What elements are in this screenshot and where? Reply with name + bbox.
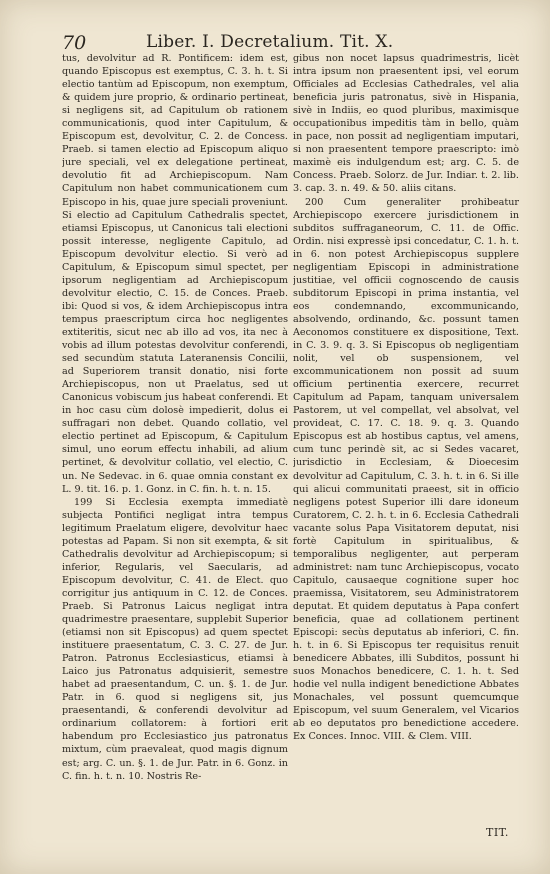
right-column-paragraph-1: gibus non nocet lapsus quadrimestris, licèt intra ipsum non praesentent ipsi, vel eorum Officiales ad Ecclesias Cathedrales, vel alia beneficia juris patronatus, sivè in Hispania, sivè in Indiis, eo quod pluribus, maximisque occupationibus impeditis tàm in bello, quàm in pace, non possit ad negligentiam imputari, si non praesentent tempore praescripto: imò maximè eis indulgendum est; arg. C. 5. de Concess. Praeb. Solorz. de Jur. Indiar. t. 2. lib. 3. cap. 3. n. 49. & 50. aliis citans. — [293, 53, 519, 195]
page-number: 70 — [62, 32, 87, 54]
right-column — [293, 52, 519, 852]
catchword: TIT. — [486, 826, 509, 839]
left-column-paragraph-2: 199 Si Ecclesia exempta immediatè subjecta Pontifici negligat intra tempus legitimum Praelatum eligere, devolvitur haec potestas ad Papam. Si non sit exempta, & sit Cathedralis devolvitur ad Archiepiscopum; si inferior, Regularis, vel Saecularis, ad Episcopum devolvitur, C. 41. de Elect. quo corrigitur jus antiquum in C. 12. de Conces. Praeb. Si Patronus Laicus negligat intra quadrimestre praesentare, supplebit Superior (etiamsi non sit Episcopus) ad quem spectet instituere praesentatum, C. 3. C. 27. de Jur. Patron. Patronus Ecclesiasticus, etiamsi à Laico jus Patronatus adquisierit, semestre habet ad praesentandum, C. un. §. 1. de Jur. Patr. in 6. quod si negligens sit, jus praesentandi, & conferendi devolvitur ad ordinarium collatorem: à fortiori erit habendum pro Ecclesiastico jus patronatus mixtum, cùm praevaleat, quod magis dignum est; arg. C. un. §. 1. de Jur. Patr. in 6. Gonz. in C. fin. h. t. n. 10. Nostris Re- — [62, 496, 288, 782]
right-column-paragraph-2: 200 Cum generaliter prohibeatur Archiepiscopo exercere jurisdictionem in subditos suffraganeorum, C. 11. de Offic. Ordin. nisi expressè ipsi concedatur, C. 1. h. t. in 6. non potest Archiepiscopus supplere negligentiam Episcopi in administratione justitiae, vel officii cognoscendo de causis subditorum Episcopi in prima instantia, vel eos condemnando, excommunicando, absolvendo, ordinando, &c. possunt tamen Aeconomos constituere ex dispositione, Text. in C. 3. 9. q. 3. Si Episcopus ob negligentiam nolit, vel ob suspensionem, vel excommunicationem non possit ad suum officium pertinentia exercere, recurret Capitulum ad Papam, tanquam universalem Pastorem, ut vel compellat, vel absolvat, vel provideat, C. 17. C. 18. 9. q. 3. Quando Episcopus est ab hostibus captus, vel amens, cum tunc perindè sit, ac si Sedes vacaret, jurisdictio in Ecclesiam, & Dioecesim devolvitur ad Capitulum, C. 3. h. t. in 6. Si ille qui alicui communitati praeest, sit in officio negligens potest Superior illi dare idoneum Curatorem, C. 2. h. t. in 6. Ecclesia Cathedrali vacante solus Papa Visitatorem deputat, nisi fortè Capitulum in spiritualibus, & temporalibus negligenter, aut perperam administret: nam tunc Archiepiscopus, vocato Capitulo, causaeque cognitione super hoc praemissa, Visitatorem, seu Administratorem deputat. Et quidem deputatus à Papa confert beneficia, quae ad collationem pertinent Episcopi: secùs deputatus ab inferiori, C. fin. h. t. in 6. Si Episcopus ter requisitus renuit benedicere Abbates, illi Subditos, possunt hi suos Monachos benedicere, C. 1. h. t. Sed hodie vel nulla indigent benedictione Abbates Monachales, vel possunt quemcumque Episcopum, vel suum Generalem, vel Vicarios ab eo deputatos pro benedictione accedere. Ex Conces. Innoc. VIII. & Clem. VIII. — [293, 196, 519, 743]
left-column-paragraph-1: tus, devolvitur ad R. Pontificem: idem est, quando Episcopus est exemptus, C. 3. h. t. Si electio tantùm ad Episcopum, non exemptum, & quidem jure proprio, & ordinario pertineat, si negligens sit, ad Capitulum ob rationem communicationis, quod inter Capitulum, & Episcopum est, devolvitur, C. 2. de Concess. Praeb. si tamen electio ad Episcopum aliquo jure speciali, vel ex delegatione pertineat, devolutio fit ad Archiepiscopum. Nam Capitulum non habet communicationem cum Episcopo in his, quae jure speciali proveniunt. Si electio ad Capitulum Cathedralis spectet, etiamsi Episcopus, ut Canonicus tali electioni possit interesse, negligente Capitulo, ad Episcopum devolvitur electio. Si verò ad Capitulum, & Episcopum simul spectet, per ipsorum negligentiam ad Archiepiscopum devolvitur electio, C. 15. de Conces. Praeb. ibi: Quod si vos, & idem Archiepiscopus intra tempus praescriptum circa hoc negligentes extiteritis, sicut nec ab illo ad vos, ita nec à vobis ad illum potestas devolvitur conferendi, sed secundùm statuta Lateranensis Concilii, ad Superiorem transit donatio, nisi forte Archiepiscopus, non ut Praelatus, sed ut Canonicus vobiscum jus habeat conferendi. Et in hoc casu cùm dolosè impedierit, dolus ei suffragari non debet. Quando collatio, vel electio pertinet ad Episcopum, & Capitulum simul, uno eorum effectu inhabili, ad alium pertinet, & devolvitur collatio, vel electio, C. un. Ne Sedevac. in 6. quae omnia constant ex L. 9. tit. 16. p. 1. Gonz. in C. fin. h. t. n. 15. — [62, 53, 288, 495]
left-column — [62, 52, 288, 852]
running-title: Liber. I. Decretalium. Tit. X. — [146, 32, 394, 52]
